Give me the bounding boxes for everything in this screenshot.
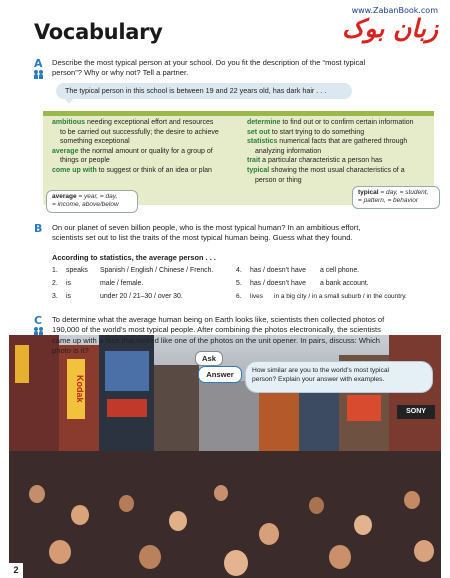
vocab-entry-come-up-with: come up with to suggest or think of an idea or plan: [52, 166, 212, 174]
photo-billboard: [15, 345, 29, 383]
crowd-face: [404, 491, 420, 509]
answer-label: Answer: [198, 366, 242, 383]
vocab-entry-ambitious: ambitious needing exceptional effort and resources: [52, 119, 214, 126]
crowd-face: [259, 523, 279, 545]
statistics-item-4: 4. has / doesn’t have a cell phone.: [236, 267, 360, 274]
vocabulary-left-column: ambitious needing exceptional effort and resources to be carried out successfully; the desire to achieve something exceptional average the normal amount or quality for a group of things or people come up with to suggest or think of an idea or plan: [52, 118, 242, 176]
vocab-entry-determine: determine to find out or to confirm certain information: [247, 119, 414, 126]
discussion-question: How similar are you to the world’s most typical person? Explain your answer with examples.: [245, 361, 433, 393]
collocation-note-typical: typical = day, = student, = pattern, = behavior: [352, 186, 440, 209]
photo-billboard: [107, 399, 147, 417]
pair-work-icon: [34, 70, 44, 79]
statistics-heading: According to statistics, the average person . . .: [52, 253, 216, 262]
sony-sign: SONY: [397, 405, 435, 419]
photo-billboard: [105, 351, 149, 391]
kodak-sign: Kodak: [67, 359, 85, 419]
vocab-entry-average: average the normal amount or quality for a group of: [52, 147, 213, 155]
logo-text: زبان بوک: [342, 14, 438, 43]
statistics-item-1: 1. speaks Spanish / English / Chinese / French.: [52, 267, 214, 274]
vocabulary-box-stripe: [43, 111, 434, 116]
photo-building: [199, 381, 259, 456]
photo-building: [259, 391, 299, 456]
vocab-entry-set-out: set out to start trying to do something: [247, 128, 365, 136]
crowd-face: [224, 550, 248, 576]
crowd-face: [414, 540, 434, 562]
photo-building: [154, 365, 199, 455]
crowd-face: [214, 485, 228, 501]
page-title: Vocabulary: [34, 20, 163, 44]
section-a-letter: A: [34, 57, 43, 70]
section-b-text: On our planet of seven billion people, who is the most typical human? In an ambitious effort, scientists set out to list the traits of the most typical human being. Guess what they found.: [52, 223, 361, 243]
crowd-face: [29, 485, 45, 503]
example-speech-bubble: The typical person in this school is between 19 and 22 years old, has dark hair . . .: [56, 83, 352, 99]
vocab-entry-statistics: statistics numerical facts that are gathered through: [247, 138, 408, 146]
vocabulary-right-column: determine to find out or to confirm certain information set out to start trying to do something statistics numerical facts that are gathered through analyzing information trait a particular characteristic a person has typical showing the most usual characteristics of a person or thing: [247, 118, 433, 185]
logo-url[interactable]: www.ZabanBook.com: [351, 6, 438, 15]
crowd-face: [309, 497, 324, 514]
section-c-text: To determine what the average human being on Earth looks like, scientists then collected photos of 190,000 of the world’s most typical people. After combining the photos electronically, the scientists came up with a face that looked like one of the photos on the unit opener. In pairs, discuss: Which photo is it?: [52, 315, 385, 356]
collocation-note-average: average = year, = day, = income, above/below: [46, 190, 138, 213]
crowd-face: [354, 515, 372, 535]
vocab-entry-trait: trait a particular characteristic a person has: [247, 157, 383, 165]
vocab-entry-typical: typical showing the most usual characteristics of a: [247, 166, 405, 174]
statistics-item-3: 3. is under 20 / 21–30 / over 30.: [52, 293, 183, 300]
crowd-face: [119, 495, 134, 512]
statistics-item-5: 5. has / doesn’t have a bank account.: [236, 280, 369, 287]
statistics-item-2: 2. is male / female.: [52, 280, 144, 287]
page-number: 2: [9, 563, 23, 578]
crowd-face: [329, 545, 351, 569]
ask-label: Ask: [195, 351, 223, 366]
crowd-face: [71, 505, 89, 525]
statistics-item-6: 6. lives in a big city / in a small suburb / in the country.: [236, 293, 407, 300]
photo-billboard: [347, 395, 381, 421]
section-a-instruction: Describe the most typical person at your school. Do you fit the description of the “most typical person”? Why or why not? Tell a partner.: [52, 58, 366, 78]
site-logo[interactable]: [320, 6, 438, 54]
crowd-face: [169, 511, 187, 531]
crowd-face: [139, 545, 161, 569]
section-b-letter: B: [34, 222, 43, 235]
speech-bubble-tail: [64, 98, 74, 104]
crowd-face: [49, 540, 71, 564]
section-c-letter: C: [34, 314, 43, 327]
